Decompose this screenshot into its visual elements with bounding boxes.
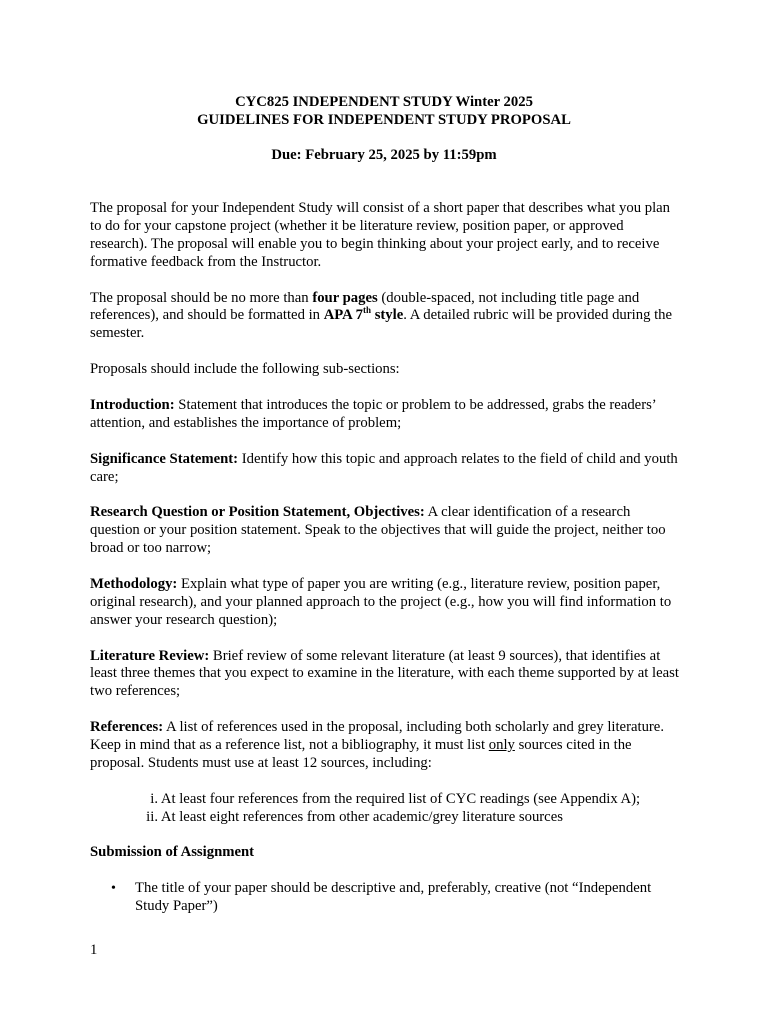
- research-question-section: [90, 504, 682, 558]
- bold-text-run: style: [371, 307, 404, 324]
- references-section: [90, 719, 682, 773]
- introduction-section: [90, 397, 682, 433]
- text-run: The proposal should be no more than: [90, 289, 313, 306]
- bold-text-run: th: [363, 304, 372, 315]
- text-run: Explain what type of paper you are writing (e.g., literature review, position paper, original research), and your planned approach to the project (e.g., how you will find information to answer your research question);: [90, 575, 672, 628]
- document-title: [90, 94, 678, 130]
- literature-review-section: [90, 648, 682, 702]
- list-item-text: At least eight references from other academic/grey literature sources: [158, 808, 563, 825]
- text-run: (double-spaced, not including title page and references), and should be formatted in: [90, 289, 640, 324]
- bold-text-run: References:: [90, 719, 164, 736]
- list-marker: i.: [150, 790, 158, 807]
- intro-paragraph: [90, 200, 682, 272]
- guideline-paragraphs: [90, 200, 682, 773]
- text-run: . A detailed rubric will be provided during the semester.: [90, 307, 673, 342]
- source-requirement-item: [90, 791, 682, 809]
- length-paragraph: [90, 290, 682, 344]
- document-body: [90, 200, 682, 916]
- due-date: Due: February 25, 2025 by 11:59pm: [271, 147, 497, 163]
- bold-text-run: APA 7: [323, 307, 363, 324]
- methodology-section: [90, 576, 682, 630]
- source-requirement-item: [90, 809, 682, 827]
- text-run: A list of references used in the proposal, including both scholarly and grey literature. Keep in mind that as a reference list, not a bibliography, it must list: [90, 719, 664, 754]
- text-run: Proposals should include the following sub-sections:: [90, 361, 400, 378]
- bold-text-run: Methodology:: [90, 575, 178, 592]
- bullet-icon: •: [111, 881, 116, 897]
- text-run: Brief review of some relevant literature (at least 9 sources), that identifies at least three themes that you expect to examine in the literature, with each theme supported by at least two references;: [90, 647, 679, 700]
- source-requirements-list: [90, 791, 682, 827]
- page-number: 1: [90, 942, 98, 958]
- proposal-guidelines-title: GUIDELINES FOR INDEPENDENT STUDY PROPOSAL: [197, 111, 571, 128]
- course-title: CYC825 INDEPENDENT STUDY Winter 2025: [235, 94, 533, 110]
- subsections-intro: [90, 361, 682, 379]
- bold-text-run: Literature Review:: [90, 647, 210, 664]
- text-run: A clear identification of a research question or your position statement. Speak to the objectives that will guide the project, neither too broad or too narrow;: [90, 504, 666, 557]
- underlined-text-run: only: [488, 737, 515, 754]
- submission-heading: Submission of Assignment: [90, 844, 255, 861]
- bold-text-run: four pages: [312, 289, 378, 306]
- text-run: Statement that introduces the topic or problem to be addressed, grabs the readers’ attention, and establishes the importance of problem;: [90, 396, 656, 431]
- bold-text-run: Introduction:: [90, 396, 175, 413]
- submission-bullet-list: [90, 880, 682, 916]
- bullet-text: The title of your paper should be descriptive and, preferably, creative (not “Independent Study Paper”): [135, 880, 652, 915]
- text-run: The proposal for your Independent Study will consist of a short paper that describes what you plan to do for your capstone project (whether it be literature review, position paper, or approved research). The proposal will enable you to begin thinking about your project early, and to receive formative feedback from the Instructor.: [90, 200, 671, 270]
- text-run: sources cited in the proposal. Students must use at least 12 sources, including:: [90, 737, 632, 771]
- significance-section: [90, 451, 682, 487]
- bold-text-run: Significance Statement:: [90, 450, 239, 467]
- submission-bullet-item: [90, 880, 682, 916]
- list-item-text: At least four references from the required list of CYC readings (see Appendix A);: [158, 790, 641, 807]
- bold-text-run: Research Question or Position Statement, Objectives:: [90, 504, 425, 521]
- list-marker: ii.: [146, 808, 158, 825]
- text-run: Identify how this topic and approach relates to the field of child and youth care;: [90, 450, 678, 485]
